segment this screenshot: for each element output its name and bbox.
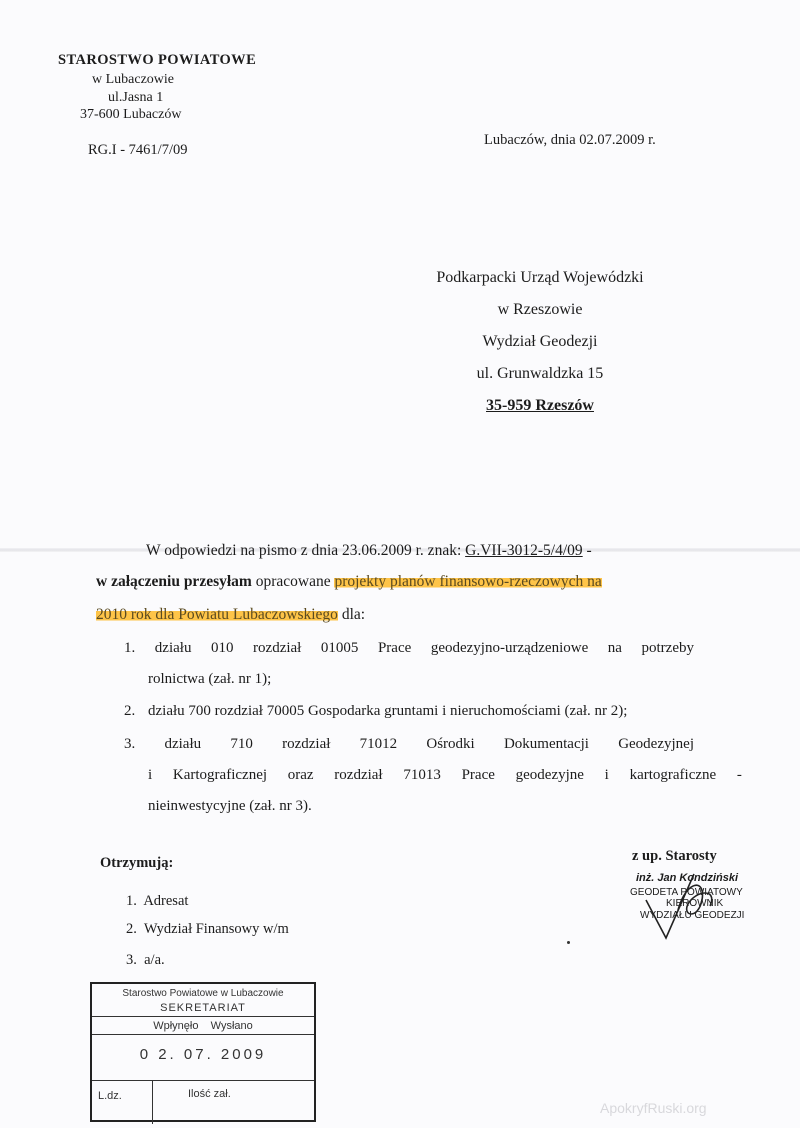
recipients-title: Otrzymują: bbox=[100, 855, 174, 871]
item-3-word: rozdział bbox=[334, 767, 383, 783]
letter-date: Lubaczów, dnia 02.07.2009 r. bbox=[484, 132, 656, 148]
recipient-item-2: 2. Wydział Finansowy w/m bbox=[126, 921, 289, 937]
list-item-3-line-3: nieinwestycyjne (zał. nr 3). bbox=[148, 798, 312, 814]
signatory-title-2: KIEROWNIK bbox=[666, 898, 724, 909]
item-3-word: Kartograficznej bbox=[172, 767, 268, 783]
body-p1-start: W odpowiedzi na pismo z dnia 23.06.2009 r. znak: bbox=[146, 542, 462, 559]
item-3-word: działu bbox=[164, 736, 202, 752]
item-3-word: geodezyjne bbox=[515, 767, 584, 783]
institution-name: STAROSTWO POWIATOWE bbox=[58, 52, 257, 68]
list-item-1-line-1 bbox=[124, 640, 694, 657]
institution-street: ul.Jasna 1 bbox=[108, 90, 164, 105]
signature-stamp bbox=[626, 870, 756, 940]
item-3-word: - bbox=[736, 767, 742, 783]
signatory-name: inż. Jan Kondziński bbox=[636, 872, 739, 884]
receipt-stamp bbox=[90, 982, 316, 1122]
item-3-word: 71012 bbox=[359, 736, 398, 752]
body-p2-normal: opracowane bbox=[251, 573, 335, 590]
receipt-status: Wpłynęło Wysłano bbox=[153, 1020, 253, 1032]
body-line-2 bbox=[96, 573, 602, 591]
list-item-2 bbox=[124, 703, 627, 720]
recipient-address bbox=[420, 262, 660, 422]
item-1-word: 01005 bbox=[320, 640, 359, 656]
body-line-3 bbox=[96, 606, 365, 624]
item-1-word: 010 bbox=[211, 640, 234, 656]
item-3-number: 3. bbox=[124, 736, 136, 752]
item-3-word: rozdział bbox=[282, 736, 331, 752]
item-1-word: działu bbox=[154, 640, 192, 656]
receipt-date: 0 2. 07. 2009 bbox=[139, 1046, 267, 1063]
item-3-word: kartograficzne bbox=[629, 767, 717, 783]
recipient-line-5: 35-959 Rzeszów bbox=[486, 397, 594, 414]
receipt-divider bbox=[92, 1016, 314, 1017]
recipient-line-4: ul. Grunwaldzka 15 bbox=[476, 365, 604, 382]
receipt-lcz: L.dz. bbox=[98, 1090, 122, 1102]
recipient-line-3: Wydział Geodezji bbox=[482, 333, 598, 350]
receipt-attachments: Ilość zał. bbox=[188, 1088, 231, 1100]
body-p3-end: dla: bbox=[337, 606, 366, 623]
body-p2-bold: w załączeniu przesyłam bbox=[96, 573, 252, 590]
handwritten-signature bbox=[626, 870, 756, 940]
item-1-word: rozdział bbox=[253, 640, 302, 656]
body-p1-end: - bbox=[582, 542, 592, 559]
list-item-3-line-1 bbox=[124, 736, 694, 753]
list-item-3-line-2 bbox=[148, 767, 742, 784]
body-p2-highlight: projekty planów finansowo-rzeczowych na bbox=[334, 573, 602, 590]
item-3-word: i bbox=[148, 767, 153, 783]
item-1-word: potrzeby bbox=[641, 640, 694, 656]
body-line-1 bbox=[146, 542, 592, 560]
recipient-item-1: 1. Adresat bbox=[126, 893, 189, 909]
item-1-number: 1. bbox=[124, 640, 136, 656]
item-1-word: na bbox=[607, 640, 622, 656]
signature-on-behalf: z up. Starosty bbox=[632, 848, 717, 864]
item-3-word: 71013 bbox=[403, 767, 441, 783]
item-3-word: Dokumentacji bbox=[503, 736, 589, 752]
body-p3-highlight: 2010 rok dla Powiatu Lubaczowskiego bbox=[96, 606, 338, 623]
receipt-divider bbox=[92, 1034, 314, 1035]
item-1-word: Prace bbox=[377, 640, 412, 656]
ink-speck bbox=[567, 941, 570, 944]
signatory-title-3: WYDZIAŁU GEODEZJI bbox=[640, 910, 745, 921]
item-2-text: działu 700 rozdział 70005 Gospodarka gruntami i nieruchomościami (zał. nr 2); bbox=[148, 703, 628, 719]
receipt-divider bbox=[92, 1080, 314, 1081]
item-3-word: Geodezyjnej bbox=[618, 736, 694, 752]
item-3-word: i bbox=[604, 767, 609, 783]
body-p1-ref: G.VII-3012-5/4/09 bbox=[465, 542, 583, 559]
receipt-divider-vertical bbox=[152, 1080, 153, 1124]
item-3-word: 710 bbox=[230, 736, 253, 752]
list-item-1-line-2: rolnictwa (zał. nr 1); bbox=[148, 671, 272, 687]
recipient-line-2: w Rzeszowie bbox=[497, 301, 583, 318]
signatory-title-1: GEODETA POWIATOWY bbox=[630, 887, 743, 898]
item-1-word: geodezyjno-urządzeniowe bbox=[430, 640, 589, 656]
item-2-number: 2. bbox=[124, 703, 136, 719]
receipt-office: Starostwo Powiatowe w Lubaczowie bbox=[122, 988, 284, 999]
recipient-line-1: Podkarpacki Urząd Wojewódzki bbox=[436, 269, 644, 286]
institution-city: w Lubaczowie bbox=[92, 72, 175, 87]
watermark: ApokryfRuski.org bbox=[600, 1100, 707, 1116]
recipient-item-3: 3. a/a. bbox=[126, 952, 165, 968]
institution-zip: 37-600 Lubaczów bbox=[80, 107, 182, 122]
item-3-word: Ośrodki bbox=[426, 736, 475, 752]
item-3-word: Prace bbox=[461, 767, 495, 783]
receipt-department: SEKRETARIAT bbox=[160, 1002, 246, 1014]
item-3-word: oraz bbox=[287, 767, 314, 783]
reference-number: RG.I - 7461/7/09 bbox=[88, 142, 188, 158]
